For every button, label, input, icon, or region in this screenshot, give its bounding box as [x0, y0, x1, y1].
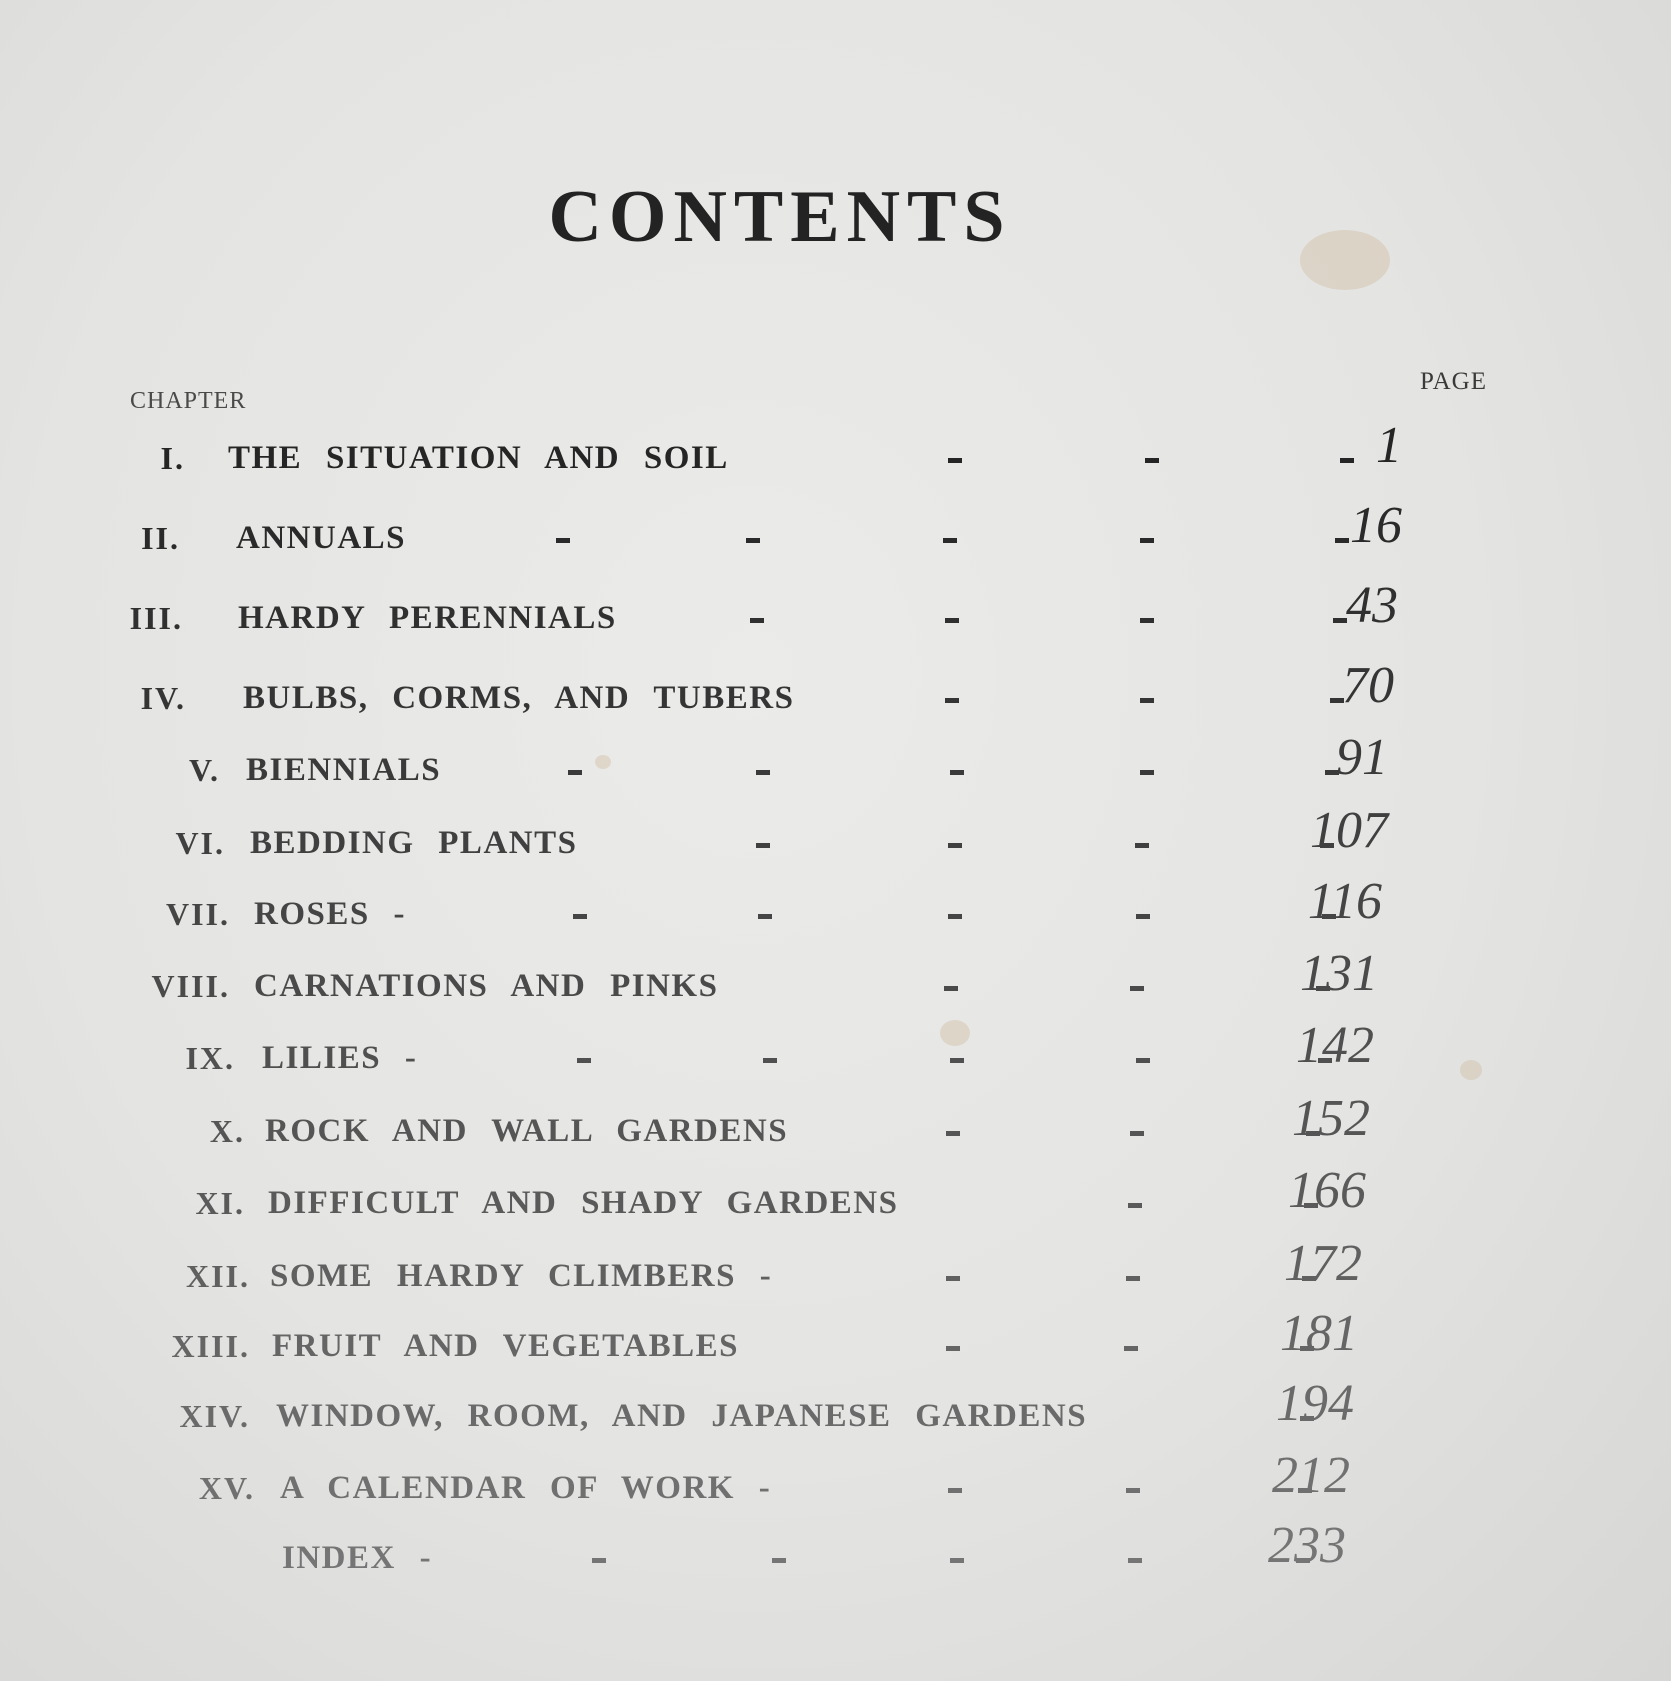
toc-entry	[0, 729, 1671, 812]
toc-entry	[0, 1517, 1671, 1600]
leader-dash	[772, 1558, 786, 1563]
leader-dash	[945, 698, 959, 703]
leader-dash	[746, 538, 760, 543]
leader-dash	[948, 843, 962, 848]
leader-dash	[1128, 1558, 1142, 1563]
page-number: 107	[1310, 802, 1388, 859]
leader-dash	[943, 538, 957, 543]
chapter-title: HARDY PERENNIALS	[238, 600, 617, 636]
chapter-title: INDEX -	[282, 1540, 433, 1576]
page-number: 131	[1300, 945, 1378, 1002]
leader-dash	[1126, 1488, 1140, 1493]
leader-dash	[950, 1558, 964, 1563]
leader-dash	[756, 843, 770, 848]
toc-entry	[0, 1375, 1671, 1458]
leader-dash	[946, 1131, 960, 1136]
page-number: 166	[1288, 1162, 1366, 1219]
leader-dash	[592, 1558, 606, 1563]
leader-dash	[577, 1058, 591, 1063]
toc-entry	[0, 1017, 1671, 1100]
toc-entry	[0, 417, 1671, 500]
leader-dash	[573, 914, 587, 919]
leader-dash	[1130, 1131, 1144, 1136]
chapter-numeral: II.	[141, 520, 180, 556]
leader-dash	[750, 618, 764, 623]
leader-dash	[1136, 914, 1150, 919]
chapter-numeral: IX.	[185, 1040, 235, 1076]
chapter-title: BEDDING PLANTS	[250, 825, 578, 861]
page-number: 212	[1272, 1447, 1350, 1504]
page-number: 1	[1376, 417, 1402, 474]
chapter-title: DIFFICULT AND SHADY GARDENS	[268, 1185, 899, 1221]
leader-dash	[1140, 618, 1154, 623]
toc-entry	[0, 657, 1671, 740]
chapter-numeral: I.	[160, 440, 185, 476]
page-number: 43	[1346, 577, 1398, 634]
toc-entry	[0, 1162, 1671, 1245]
chapter-numeral: XIV.	[179, 1398, 250, 1434]
leader-dash	[1136, 1058, 1150, 1063]
leader-dash	[1135, 843, 1149, 848]
leader-dash	[1126, 1276, 1140, 1281]
chapter-column-label: CHAPTER	[130, 388, 247, 414]
leader-dash	[1145, 458, 1159, 463]
chapter-numeral: XV.	[198, 1470, 255, 1506]
toc-entry	[0, 1090, 1671, 1173]
chapter-title: LILIES -	[262, 1040, 418, 1076]
toc-entry	[0, 577, 1671, 660]
chapter-title: A CALENDAR OF WORK -	[280, 1470, 772, 1506]
chapter-title: WINDOW, ROOM, AND JAPANESE GARDENS	[276, 1398, 1088, 1434]
leader-dash	[1140, 538, 1154, 543]
page-number: 91	[1336, 729, 1388, 786]
page-number: 142	[1296, 1017, 1374, 1074]
chapter-numeral: VI.	[175, 825, 225, 861]
page-number: 152	[1292, 1090, 1370, 1147]
leader-dash	[946, 1276, 960, 1281]
chapter-title: ROCK AND WALL GARDENS	[265, 1113, 789, 1149]
page-number: 181	[1280, 1305, 1358, 1362]
leader-dash	[1124, 1346, 1138, 1351]
chapter-numeral: V.	[189, 752, 220, 788]
chapter-title: SOME HARDY CLIMBERS -	[270, 1258, 773, 1294]
chapter-title: ROSES -	[254, 896, 406, 932]
leader-dash	[568, 770, 582, 775]
page-number: 194	[1276, 1375, 1354, 1432]
leader-dash	[950, 1058, 964, 1063]
leader-dash	[1128, 1203, 1142, 1208]
page-number: 70	[1342, 657, 1394, 714]
toc-entry	[0, 802, 1671, 885]
page-number: 233	[1268, 1517, 1346, 1574]
chapter-numeral: VIII.	[151, 968, 230, 1004]
page-number: 16	[1350, 497, 1402, 554]
leader-dash	[948, 914, 962, 919]
leader-dash	[948, 458, 962, 463]
page-number: 172	[1284, 1235, 1362, 1292]
chapter-numeral: VII.	[165, 896, 230, 932]
leader-dash	[946, 1346, 960, 1351]
chapter-title: CARNATIONS AND PINKS	[254, 968, 719, 1004]
leader-dash	[763, 1058, 777, 1063]
leader-dash	[948, 1488, 962, 1493]
chapter-numeral: III.	[129, 600, 183, 636]
toc-entry	[0, 497, 1671, 580]
toc-entry	[0, 873, 1671, 956]
leader-dash	[944, 986, 958, 991]
leader-dash	[758, 914, 772, 919]
leader-dash	[756, 770, 770, 775]
chapter-numeral: X.	[209, 1113, 245, 1149]
chapter-numeral: XII.	[185, 1258, 250, 1294]
chapter-title: ANNUALS	[236, 520, 407, 556]
leader-dash	[950, 770, 964, 775]
page-column-label: PAGE	[1420, 368, 1487, 395]
chapter-title: FRUIT AND VEGETABLES	[272, 1328, 739, 1364]
leader-dash	[556, 538, 570, 543]
chapter-numeral: IV.	[140, 680, 186, 716]
chapter-title: BULBS, CORMS, AND TUBERS	[243, 680, 795, 716]
chapter-numeral: XIII.	[171, 1328, 250, 1364]
leader-dash	[1140, 698, 1154, 703]
leader-dash	[945, 618, 959, 623]
toc-entry	[0, 1305, 1671, 1388]
toc-entry	[0, 1447, 1671, 1530]
page-title: CONTENTS	[548, 176, 1012, 258]
chapter-title: THE SITUATION AND SOIL	[228, 440, 729, 476]
page-number: 116	[1307, 873, 1382, 930]
leader-dash	[1140, 770, 1154, 775]
toc-entry	[0, 945, 1671, 1028]
leader-dash	[1130, 986, 1144, 991]
toc-entry	[0, 1235, 1671, 1318]
chapter-numeral: XI.	[195, 1185, 245, 1221]
chapter-title: BIENNIALS	[246, 752, 442, 788]
